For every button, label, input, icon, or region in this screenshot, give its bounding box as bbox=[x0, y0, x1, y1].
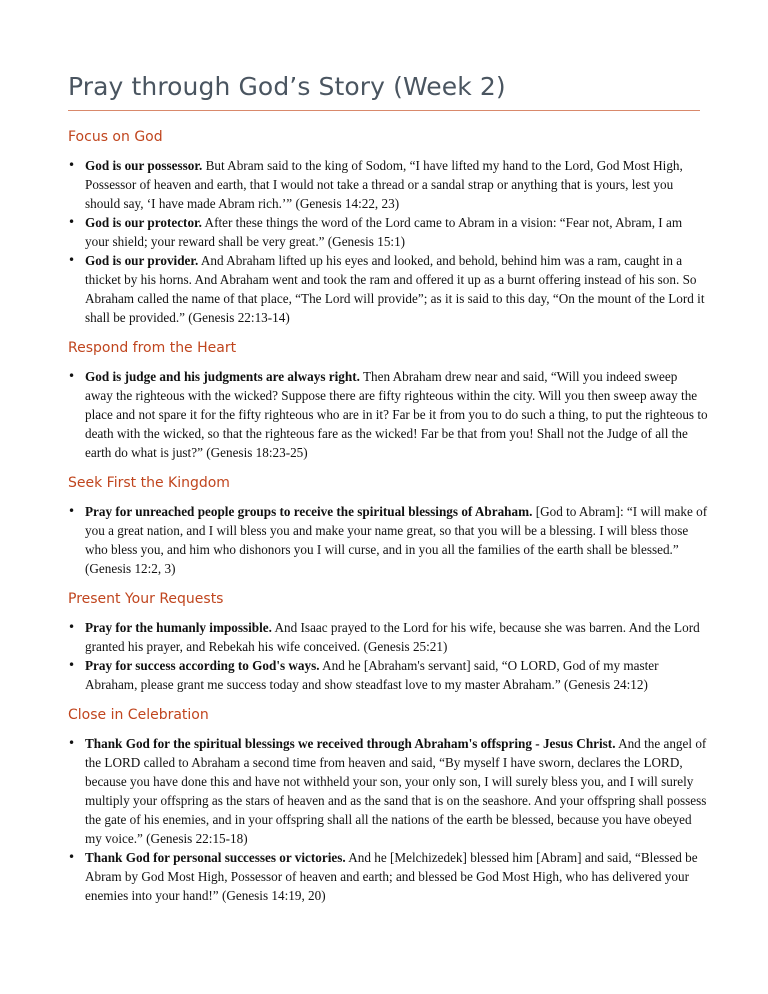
list-item bbox=[68, 734, 708, 848]
item-text: But Abram said to the king of Sodom, “I have lifted my hand to the Lord, God Most High, Possessor of heaven and earth, that I would not take a thread or a sandal strap or anything that is yours, lest you should say, ‘I have made Abram rich.’” (Genesis 14:22, 23) bbox=[85, 158, 683, 211]
bullet-list bbox=[68, 367, 708, 462]
item-lead: God is our possessor. bbox=[85, 158, 203, 173]
section-present-your-requests bbox=[68, 588, 708, 694]
title-divider bbox=[68, 110, 700, 111]
section-heading: Close in Celebration bbox=[68, 707, 209, 723]
section-heading: Focus on God bbox=[68, 129, 163, 145]
item-lead: God is our protector. bbox=[85, 215, 202, 230]
item-text: [God to Abram]: “I will make of you a great nation, and I will bless you and make your name great, so that you will be a blessing. I will bless those who bless you, and him who dishonors you I will curse, and in you all the families of the earth shall be blessed.” (Genesis 12:2, 3) bbox=[85, 504, 708, 576]
bullet-list bbox=[68, 502, 708, 578]
list-item bbox=[68, 367, 708, 462]
document-body bbox=[68, 126, 708, 915]
bullet-list bbox=[68, 156, 708, 327]
list-item bbox=[68, 213, 708, 251]
section-heading: Present Your Requests bbox=[68, 591, 224, 607]
item-text: Then Abraham drew near and said, “Will you indeed sweep away the righteous with the wicked? Suppose there are fifty righteous within the city. Will you then sweep away the place and not spare it for the fifty righteous who are in it? Far be it from you to do such a thing, to put the righteous to death with the wicked, so that the righteous fare as the wicked! Far be that from you! Shall not the Judge of all the earth do what is just?” (Genesis 18:23-25) bbox=[85, 369, 708, 460]
item-lead: Pray for unreached people groups to receive the spiritual blessings of Abraham. bbox=[85, 504, 533, 519]
section-respond-from-the-heart bbox=[68, 337, 708, 462]
section-seek-first-the-kingdom bbox=[68, 472, 708, 578]
item-text: And he [Abraham's servant] said, “O LORD, God of my master Abraham, please grant me success today and show steadfast love to my master Abraham.” (Genesis 24:12) bbox=[85, 658, 659, 692]
list-item bbox=[68, 656, 708, 694]
bullet-list bbox=[68, 618, 708, 694]
item-text: And Isaac prayed to the Lord for his wife, because she was barren. And the Lord granted his prayer, and Rebekah his wife conceived. (Genesis 25:21) bbox=[85, 620, 700, 654]
item-lead: God is judge and his judgments are always right. bbox=[85, 369, 360, 384]
section-heading: Seek First the Kingdom bbox=[68, 475, 230, 491]
list-item bbox=[68, 251, 708, 327]
item-lead: Thank God for the spiritual blessings we received through Abraham's offspring - Jesus Christ. bbox=[85, 736, 616, 751]
list-item bbox=[68, 502, 708, 578]
page-title: Pray through God’s Story (Week 2) bbox=[68, 72, 506, 101]
section-close-in-celebration bbox=[68, 704, 708, 905]
list-item bbox=[68, 156, 708, 213]
item-text: And Abraham lifted up his eyes and looked, and behold, behind him was a ram, caught in a thicket by his horns. And Abraham went and took the ram and offered it up as a burnt offering instead of his son. So Abraham called the name of that place, “The Lord will provide”; as it is said to this day, “On the mount of the Lord it shall be provided.” (Genesis 22:13-14) bbox=[85, 253, 705, 325]
item-lead: Pray for the humanly impossible. bbox=[85, 620, 272, 635]
list-item bbox=[68, 848, 708, 905]
item-lead: Thank God for personal successes or victories. bbox=[85, 850, 346, 865]
item-text: After these things the word of the Lord came to Abram in a vision: “Fear not, Abram, I am your shield; your reward shall be very great.” (Genesis 15:1) bbox=[85, 215, 683, 249]
section-focus-on-god bbox=[68, 126, 708, 327]
item-text: And he [Melchizedek] blessed him [Abram] and said, “Blessed be Abram by God Most High, Possessor of heaven and earth; and blessed be God Most High, who has delivered your enemies into your hand!” (Genesis 14:19, 20) bbox=[85, 850, 698, 903]
item-lead: Pray for success according to God's ways. bbox=[85, 658, 320, 673]
item-text: And the angel of the LORD called to Abraham a second time from heaven and said, “By myself I have sworn, declares the LORD, because you have done this and have not withheld your son, your only son, I will surely bless you, and I will surely multiply your offspring as the stars of heaven and as the sand that is on the seashore. And your offspring shall possess the gate of his enemies, and in your offspring shall all the nations of the earth be blessed, because you have obeyed my voice.” (Genesis 22:15-18) bbox=[85, 736, 707, 846]
item-lead: God is our provider. bbox=[85, 253, 199, 268]
list-item bbox=[68, 618, 708, 656]
bullet-list bbox=[68, 734, 708, 905]
section-heading: Respond from the Heart bbox=[68, 340, 237, 356]
